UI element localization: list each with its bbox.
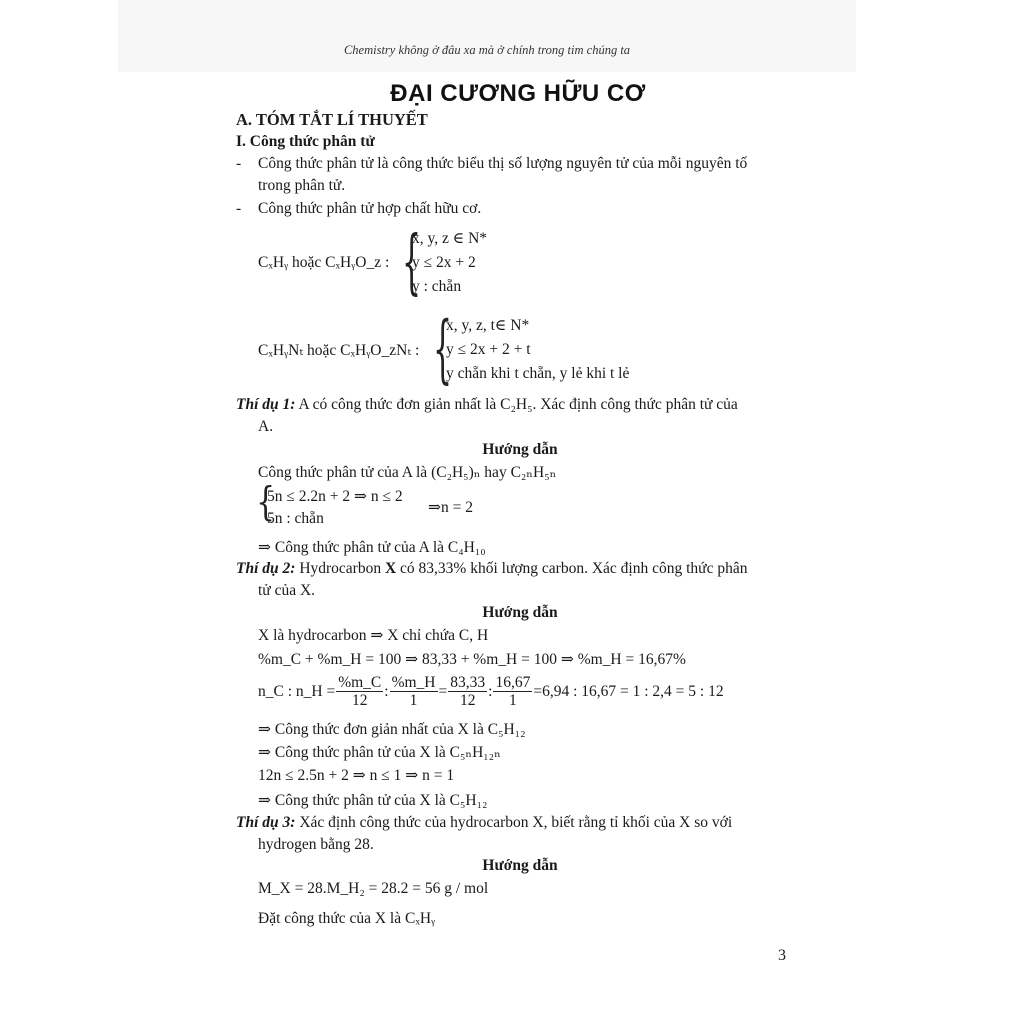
- example2-line1: [236, 560, 747, 578]
- example1-label: Thí dụ 1:: [236, 396, 296, 413]
- bullet1-line1: Công thức phân tử là công thức biểu thị số lượng nguyên tử của mỗi nguyên tố: [258, 155, 748, 172]
- bullet1-line2: trong phân tử.: [258, 177, 346, 194]
- example2-ratio: [258, 674, 724, 709]
- example2-step6: 12n ≤ 2.5n + 2 ⇒ n ≤ 1 ⇒ n = 1: [258, 767, 455, 784]
- example3-step1: M_X = 28.M_H₂ = 28.2 = 56 g / mol: [258, 880, 489, 897]
- fraction: [390, 674, 438, 709]
- example3-line2: hydrogen bằng 28.: [258, 836, 374, 853]
- denominator: 1: [509, 692, 517, 709]
- example2-text-a: Hydrocarbon: [295, 560, 385, 577]
- example2-line2: tử của X.: [258, 582, 316, 599]
- example1-step1: Công thức phân tử của A là (C₂H₅)ₙ hay C₂ₙH₅ₙ: [258, 464, 557, 481]
- running-header: Chemistry không ở đâu xa mà ở chính trong tim chúng ta: [343, 43, 631, 57]
- ratio-lhs: n_C : n_H =: [258, 682, 336, 700]
- example1-text: A có công thức đơn giản nhất là C₂H₅. Xác định công thức phân tử của: [295, 396, 738, 413]
- numerator: %m_C: [338, 674, 382, 691]
- example2-label: Thí dụ 2:: [236, 560, 296, 577]
- example3-label: Thí dụ 3:: [236, 814, 296, 831]
- numerator: 83,33: [450, 674, 486, 691]
- example1-line1: [236, 396, 738, 414]
- example1-line2: A.: [258, 418, 274, 435]
- ratio-rhs: =6,94 : 16,67 = 1 : 2,4 = 5 : 12: [533, 682, 724, 700]
- example1-conclusion: ⇒ Công thức phân tử của A là C₄H₁₀: [258, 539, 486, 556]
- example1-cond2: 5n : chẵn: [267, 510, 324, 527]
- numerator: 16,67: [495, 674, 531, 691]
- chapter-title: ĐẠI CƯƠNG HỮU CƠ: [390, 80, 646, 107]
- formula2-lhs: CₓHᵧNₜ hoặc CₓHᵧO_zNₜ :: [258, 342, 420, 359]
- section-a-heading: A. TÓM TẮT LÍ THUYẾT: [236, 110, 428, 129]
- formula1-cond1: x, y, z ∈ N*: [412, 230, 488, 247]
- ratio-colon: :: [384, 682, 389, 700]
- bullet2-text: Công thức phân tử hợp chất hữu cơ.: [258, 200, 482, 217]
- denominator: 12: [459, 692, 476, 709]
- left-brace: {: [433, 308, 453, 394]
- example2-step5: ⇒ Công thức phân tử của X là C₅ₙH₁₂ₙ: [258, 744, 501, 761]
- formula1-cond2: y ≤ 2x + 2: [412, 254, 476, 271]
- formula1-lhs: CₓHᵧ hoặc CₓHᵧO_z :: [258, 254, 390, 271]
- fraction: [336, 674, 383, 709]
- example2-step1: X là hydrocarbon ⇒ X chỉ chứa C, H: [258, 627, 489, 644]
- guide-heading: Hướng dẫn: [482, 604, 558, 621]
- example2-step4: ⇒ Công thức đơn giản nhất của X là C₅H₁₂: [258, 721, 526, 738]
- page-number: 3: [778, 947, 786, 964]
- left-brace: {: [402, 222, 422, 305]
- bullet-dash: -: [236, 200, 242, 217]
- example1-cond1: 5n ≤ 2.2n + 2 ⇒ n ≤ 2: [267, 488, 403, 505]
- example2-conclusion: ⇒ Công thức phân tử của X là C₅H₁₂: [258, 792, 488, 809]
- example3-step2: Đặt công thức của X là CₓHᵧ: [258, 910, 436, 927]
- section-i-heading: I. Công thức phân tử: [236, 133, 375, 150]
- fraction: [448, 674, 487, 709]
- example3-text: Xác định công thức của hydrocarbon X, biết rằng tỉ khối của X so với: [295, 814, 733, 831]
- ratio-colon: :: [488, 682, 493, 700]
- bullet-dash: -: [236, 155, 242, 172]
- example2-text-b: có 83,33% khối lượng carbon. Xác định công thức phân: [396, 560, 748, 577]
- denominator: 12: [352, 692, 368, 709]
- formula2-cond2: y ≤ 2x + 2 + t: [446, 341, 531, 358]
- denominator: 1: [409, 692, 418, 709]
- formula2-cond1: x, y, z, t∈ N*: [446, 317, 530, 334]
- fraction: [493, 674, 532, 709]
- example3-line1: [236, 814, 732, 832]
- numerator: %m_H: [391, 674, 436, 691]
- header-band: [118, 0, 856, 72]
- left-brace: {: [256, 480, 276, 526]
- guide-heading: Hướng dẫn: [482, 857, 558, 874]
- formula1-cond3: y : chẵn: [412, 278, 462, 295]
- ratio-equals: =: [438, 682, 448, 700]
- example2-step2: %m_C + %m_H = 100 ⇒ 83,33 + %m_H = 100 ⇒ %m_H = 16,67%: [258, 651, 686, 668]
- formula2-cond3: y chẵn khi t chẵn, y lẻ khi t lẻ: [446, 365, 630, 382]
- example1-result: ⇒n = 2: [428, 499, 473, 516]
- guide-heading: Hướng dẫn: [482, 441, 558, 458]
- example2-x: X: [384, 560, 397, 577]
